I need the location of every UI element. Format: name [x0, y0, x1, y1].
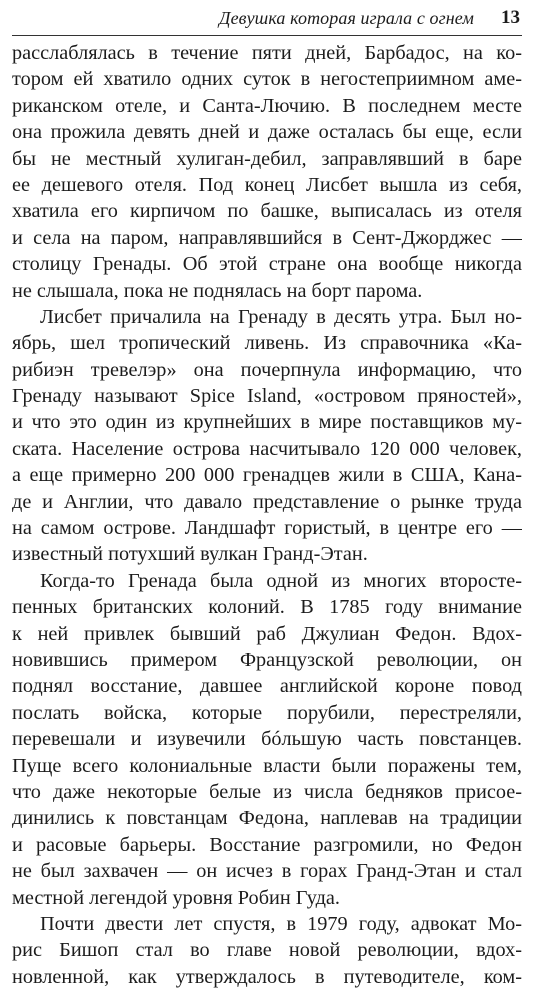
text-line: Когда-то Гренада была одной из многих второсте-	[40, 569, 522, 592]
text-line: де и Англии, что давало представление о рынке труда	[12, 490, 522, 513]
text-line: столицу Гренады. Об этой стране она вообще никогда	[12, 253, 522, 276]
text-line: тором ей хватило одних суток в негостеприимном аме-	[12, 68, 522, 91]
text-line: рис Бишоп стал во главе новой революции, вдох-	[12, 939, 522, 962]
text-line: Лисбет причалила на Гренаду в десять утра. Был но-	[40, 305, 522, 328]
text-line: послать войска, которые порубили, перестреляли,	[12, 701, 522, 724]
text-line: поднял восстание, давшее английской короне повод	[12, 675, 522, 698]
text-line: что даже некоторые белые из числа бедняков присое-	[12, 780, 522, 803]
text-line: местной легендой уровня Робин Гуда.	[12, 886, 341, 909]
text-line: новленной, как утверждалось в путеводителе, ком-	[12, 965, 522, 988]
header-rule	[12, 35, 522, 36]
text-line: ее дешевого отеля. Под конец Лисбет вышла из себя,	[12, 173, 522, 196]
text-line: и расовые барьеры. Восстание разгромили, но Федон	[12, 833, 522, 856]
text-line: новившись примером Французской революции, он	[12, 648, 522, 671]
text-line: Почти двести лет спустя, в 1979 году, адвокат Мо-	[40, 912, 522, 935]
text-line: ската. Население острова насчитывало 120 000 человек,	[12, 437, 522, 460]
running-head	[0, 4, 534, 34]
text-line: она прожила девять дней и даже осталась бы еще, если	[12, 121, 522, 144]
text-line: пенных британских колоний. В 1785 году внимание	[12, 596, 522, 619]
text-line: рибиэн тревелэр» она почерпнула информацию, что	[12, 358, 522, 381]
text-line: не слышала, пока не поднялась на борт парома.	[12, 279, 423, 302]
text-line: риканском отеле, и Санта-Лючию. В последнем месте	[12, 94, 522, 117]
text-line: перевешали и изувечили бóльшую часть повстанцев.	[12, 728, 522, 751]
text-line: на самом острове. Ландшафт гористый, в центре его —	[12, 517, 522, 540]
text-line: бы не местный хулиган-дебил, заправлявший в баре	[12, 147, 522, 170]
text-line: к ней привлек бывший раб Джулиан Федон. Вдох-	[12, 622, 522, 645]
body-text	[12, 40, 522, 990]
text-line: расслаблялась в течение пяти дней, Барбадос, на ко-	[12, 42, 522, 64]
text-line: динились к повстанцам Федона, наплевав на традиции	[12, 807, 522, 830]
page-number: 13	[501, 7, 520, 28]
text-line: не был захвачен — он исчез в горах Гранд-Этан и стал	[12, 860, 522, 883]
text-line: и что это один из крупнейших в мире поставщиков му-	[12, 411, 522, 434]
text-line: а еще примерно 200 000 гренадцев жили в США, Кана-	[12, 464, 522, 487]
text-line: Гренаду называют Spice Island, «островом пряностей»,	[12, 385, 522, 408]
text-line: хватила его кирпичом по башке, выписалась из отеля	[12, 200, 522, 223]
text-line: и села на паром, направлявшийся в Сент-Джорджес —	[12, 226, 522, 249]
running-title: Девушка которая играла с огнем	[219, 8, 474, 28]
text-line: Пуще всего колониальные власти были поражены тем,	[12, 754, 522, 777]
text-line: ябрь, шел тропический ливень. Из справочника «Ка-	[12, 332, 522, 355]
text-line: известный потухший вулкан Гранд-Этан.	[12, 543, 368, 566]
